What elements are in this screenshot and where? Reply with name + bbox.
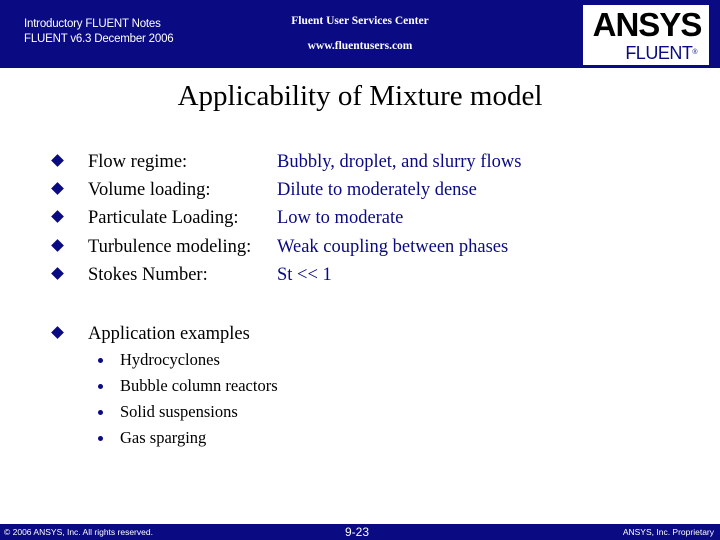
proprietary-text: ANSYS, Inc. Proprietary <box>622 527 714 537</box>
footer-bar <box>0 524 720 540</box>
sub-list-item <box>0 347 720 373</box>
copyright-text: © 2006 ANSYS, Inc. All rights reserved. <box>4 527 153 537</box>
sub-list-item <box>0 425 720 451</box>
course-title: Introductory FLUENT Notes <box>24 18 161 30</box>
diamond-bullet-icon <box>51 239 64 252</box>
diamond-bullet-icon <box>51 326 64 339</box>
application-label: Bubble column reactors <box>120 376 278 395</box>
row-label: Flow regime: <box>88 152 188 172</box>
applications-heading: Application examples <box>88 324 250 344</box>
row-label: Turbulence modeling: <box>88 237 252 257</box>
services-info <box>230 15 490 52</box>
applications-heading-row <box>0 320 720 348</box>
row-label: Particulate Loading: <box>88 208 239 228</box>
list-item <box>0 176 720 204</box>
slide-title: Applicability of Mixture model <box>177 80 543 112</box>
dot-bullet-icon <box>98 410 103 415</box>
services-url: www.fluentusers.com <box>307 40 413 52</box>
ansys-logo <box>582 4 710 66</box>
diamond-bullet-icon <box>51 154 64 167</box>
sub-list-item <box>0 399 720 425</box>
dot-bullet-icon <box>98 358 103 363</box>
services-center-name: Fluent User Services Center <box>291 15 429 27</box>
logo-ansys-text: ANSYS <box>592 6 702 43</box>
list-item <box>0 233 720 261</box>
diamond-bullet-icon <box>51 182 64 195</box>
diamond-bullet-icon <box>51 267 64 280</box>
list-item <box>0 204 720 232</box>
course-version: FLUENT v6.3 December 2006 <box>24 33 174 45</box>
row-value: St << 1 <box>277 265 332 285</box>
dot-bullet-icon <box>98 384 103 389</box>
application-label: Solid suspensions <box>120 402 238 421</box>
row-value: Low to moderate <box>277 208 404 228</box>
diamond-bullet-icon <box>51 210 64 223</box>
logo-fluent <box>625 43 697 63</box>
row-value: Bubbly, droplet, and slurry flows <box>277 152 522 172</box>
application-label: Gas sparging <box>120 428 207 447</box>
row-label: Stokes Number: <box>88 265 208 285</box>
application-label: Hydrocyclones <box>120 350 220 369</box>
list-item <box>0 261 720 289</box>
logo-fluent-text: FLUENT <box>625 43 693 63</box>
header-bar <box>0 0 720 68</box>
course-info <box>24 17 173 47</box>
list-item <box>0 148 720 176</box>
logo-registered-mark: ® <box>692 49 697 56</box>
row-value: Dilute to moderately dense <box>277 180 477 200</box>
row-label: Volume loading: <box>88 180 211 200</box>
row-value: Weak coupling between phases <box>277 237 509 257</box>
dot-bullet-icon <box>98 436 103 441</box>
sub-list-item <box>0 373 720 399</box>
page-number: 9-23 <box>345 525 370 539</box>
